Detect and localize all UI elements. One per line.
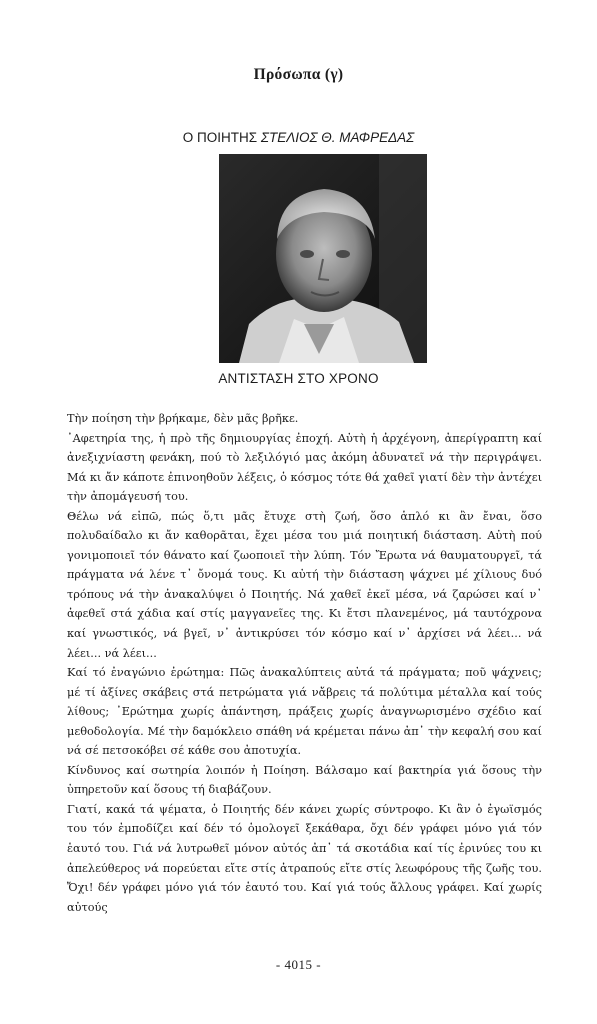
paragraph: ᾽Αφετηρία της, ἡ πρὸ τῆς δημιουργίας ἐποχή. Αὐτὴ ἡ ἀρχέγονη, ἀπερίγραπτη καί ἀνεξιχνίαστη φενάκη, πού τὸ λεξιλόγιό μας ἀκόμη ἀδυνατεῖ νά τὴν περιγράψει. Μά κι ἄν κάποτε ἐπινοηθοῦν λέξεις, ὁ κόσμος τότε θά χαθεῖ γιατί δὲν τὴν ἀντέχει τὴν ἀπομάγευσή του. [67, 431, 542, 504]
page-number: - 4015 - [275, 957, 322, 972]
poem-title: ΑΝΤΙΣΤΑΣΗ ΣΤΟ ΧΡΟΝΟ [218, 371, 379, 386]
poet-portrait-photo [219, 154, 427, 363]
paragraph: Κίνδυνος καί σωτηρία λοιπόν ἡ Ποίηση. Βάλσαμο καί βακτηρία γιά ὅσους τὴν ὑπηρετοῦν καί ὅσους τή διαβάζουν. [67, 763, 542, 797]
body-text [67, 409, 542, 917]
paragraph: Θέλω νά εἰπῶ, πώς ὅ,τι μᾶς ἔτυχε στὴ ζωή, ὅσο ἁπλό κι ἂν ἔναι, ὅσο πολυδαίδαλο κι ἄν καθορᾶται, ἔχει μέσα του μιά ποιητική διάσταση. Αὐτὴ πού γονιμοποιεῖ τόν θάνατο καί ζωοποιεῖ τὴν λύπη. Τόν Ἔρωτα νά θαυματουργεῖ, τά πράγματα νά λένε τ᾽ ὄνομά τους. Κι αὐτή τὴν διάσταση ψάχνει μέ χίλιους δυό τρόπους νά τὴν ἀνακαλύψει ὁ Ποιητής. Νά χαθεῖ ἐκεῖ μέσα, νά ζαρώσει καί ν᾽ ἀφεθεῖ στά χάδια καί στίς μαγγανεῖες της. Κι ἔτσι πλανεμένος, μά ταυτόχρονα καί γνωστικός, νά βγεῖ, ν᾽ ἀντικρύσει τόν κόσμο καί ν᾽ ἀρχίσει νά λέει... νά λέει... νά λέει... [67, 509, 542, 660]
paragraph: Καί τό ἐναγώνιο ἐρώτημα: Πῶς ἀνακαλύπτεις αὐτά τά πράγματα; ποῦ ψάχνεις; μέ τί ἀξίνες σκάβεις στά πετρώματα γιά νἄβρεις τά πολύτιμα μέταλλα καί τούς λίθους; ᾽Ερώτημα χωρίς ἀπάντηση, πράξεις χωρίς ἀναγνωρισμένο σχέδιο καί μεθοδολογία. Μέ τὴν δαμόκλειο σπάθη νά κρέμεται πάνω ἀπ᾽ τὴν κεφαλή σου καί νά σέ πετσοκόβει σέ κάθε σου ἀποτυχία. [67, 666, 542, 758]
paragraph: Γιατί, κακά τά ψέματα, ὁ Ποιητής δέν κάνει χωρίς σύντροφο. Κι ἂν ὁ ἐγωϊσμός του τόν ἐμποδίζει καί δέν τό ὁμολογεῖ ξεκάθαρα, ὄχι δέν γράφει μόνο γιά τόν ἑαυτό του. Γιά νά λυτρωθεῖ μόνον αὐτός ἀπ᾽ τά σκοτάδια καί τίς ἐρινύες του κι ἀπελεύθερος νά πορεύεται εἴτε στίς ἀτραπούς εἴτε στίς λεωφόρους τῆς ζωῆς του. Ὄχι! δέν γράφει μόνο γιά τόν ἑαυτό του. Καί γιά τούς ἄλλους γράφει. Καί χωρίς αὐτούς [67, 802, 542, 914]
paragraph: Τὴν ποίηση τὴν βρήκαμε, δὲν μᾶς βρῆκε. [67, 412, 299, 425]
poet-caption [0, 130, 597, 145]
poet-name: ΣΤΕΛΙΟΣ Θ. ΜΑΦΡΕΔΑΣ [260, 130, 415, 145]
poet-prefix: Ο ΠΟΙΗΤΗΣ [182, 130, 258, 145]
page-header: Πρόσωπα (γ) [253, 66, 344, 83]
